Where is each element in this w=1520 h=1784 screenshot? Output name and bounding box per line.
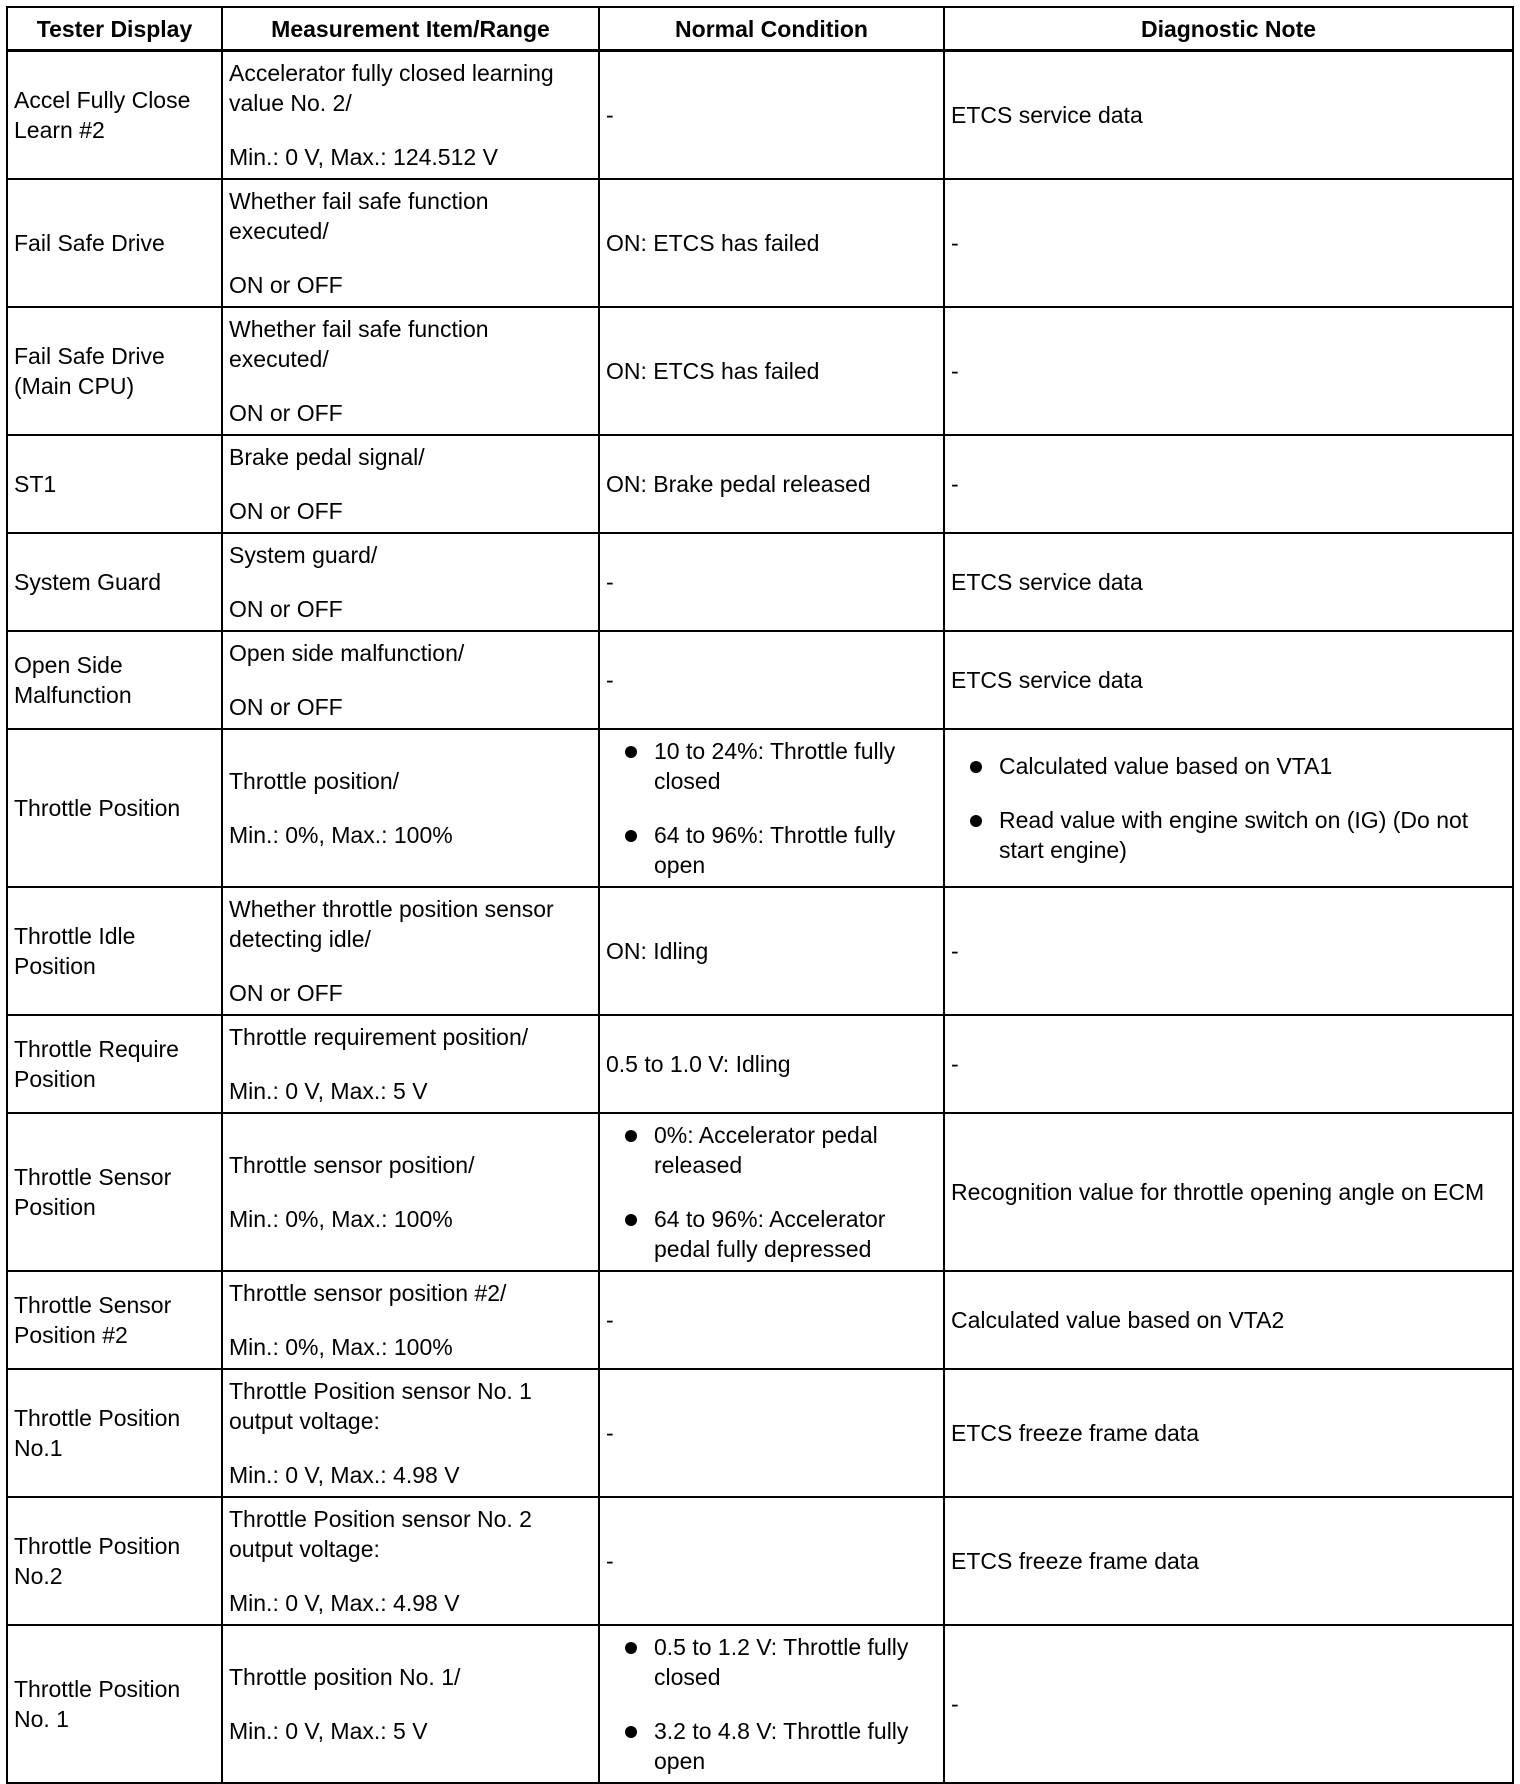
tester-display-cell	[7, 1271, 222, 1369]
diagnostic-note-text: ETCS service data	[951, 568, 1143, 595]
tester-display-line: Throttle Idle	[14, 922, 136, 949]
diagnostic-note-cell	[944, 729, 1513, 887]
diagnostic-note-cell	[944, 1271, 1513, 1369]
table-row	[7, 1497, 1513, 1625]
normal-condition-cell	[599, 307, 944, 435]
normal-condition-text: ON: ETCS has failed	[606, 357, 820, 384]
diagnostic-note-text: -	[951, 470, 959, 497]
normal-condition-cell	[599, 729, 944, 887]
tester-display-cell	[7, 729, 222, 887]
measurement-range: Min.: 0%, Max.: 100%	[229, 1333, 453, 1360]
tester-display-cell	[7, 1625, 222, 1783]
measurement-range: ON or OFF	[229, 693, 343, 720]
measurement-range: Min.: 0 V, Max.: 5 V	[229, 1717, 428, 1744]
tester-display-line: No. 1	[14, 1705, 69, 1732]
diagnostic-note-cell	[944, 533, 1513, 631]
normal-condition-text: ON: Brake pedal released	[606, 470, 871, 497]
header-tester-display: Tester Display	[7, 7, 222, 51]
normal-condition-text: -	[606, 1306, 614, 1333]
normal-condition-cell	[599, 533, 944, 631]
normal-condition-text: -	[606, 568, 614, 595]
measurement-item: Throttle sensor position/	[229, 1151, 475, 1178]
table-row	[7, 729, 1513, 887]
normal-condition-cell	[599, 631, 944, 729]
normal-condition-cell	[599, 435, 944, 533]
measurement-cell	[222, 887, 599, 1015]
tester-display-cell	[7, 1015, 222, 1113]
diagnostic-note-cell	[944, 631, 1513, 729]
normal-condition-text: -	[606, 666, 614, 693]
tester-display-line: Position	[14, 952, 96, 979]
measurement-range: Min.: 0%, Max.: 100%	[229, 821, 453, 848]
diagnostic-note-cell	[944, 887, 1513, 1015]
diagnostic-note-text: -	[951, 1690, 959, 1717]
measurement-item: Throttle position No. 1/	[229, 1663, 461, 1690]
measurement-cell	[222, 51, 599, 179]
tester-display-cell	[7, 179, 222, 307]
table-row	[7, 307, 1513, 435]
tester-display-line: Throttle Sensor	[14, 1163, 172, 1190]
normal-condition-bullet: 0%: Accelerator pedal released	[606, 1120, 937, 1180]
tester-display-line: Throttle Position	[14, 1675, 181, 1702]
table-row	[7, 887, 1513, 1015]
tester-display-cell	[7, 1497, 222, 1625]
diagnostic-note-cell	[944, 307, 1513, 435]
measurement-range: Min.: 0 V, Max.: 124.512 V	[229, 143, 498, 170]
tester-display-line: Throttle Position	[14, 1404, 181, 1431]
normal-condition-text: -	[606, 1419, 614, 1446]
diagnostic-note-cell	[944, 1015, 1513, 1113]
normal-condition-list	[606, 1632, 937, 1776]
diagnostic-note-text: -	[951, 1050, 959, 1077]
measurement-item: Throttle position/	[229, 767, 400, 794]
normal-condition-cell	[599, 51, 944, 179]
normal-condition-cell	[599, 887, 944, 1015]
measurement-cell	[222, 1497, 599, 1625]
measurement-cell	[222, 1271, 599, 1369]
normal-condition-cell	[599, 1015, 944, 1113]
header-measurement-item: Measurement Item/Range	[222, 7, 599, 51]
header-diagnostic-note: Diagnostic Note	[944, 7, 1513, 51]
tester-display-line: Throttle Position	[14, 1532, 181, 1559]
data-list-table	[6, 6, 1514, 1784]
tester-display-line: Throttle Require	[14, 1035, 179, 1062]
diagnostic-note-cell	[944, 1625, 1513, 1783]
diagnostic-note-text: Calculated value based on VTA2	[951, 1306, 1285, 1333]
tester-display-line: Fail Safe Drive	[14, 229, 165, 256]
diagnostic-note-bullet: Calculated value based on VTA1	[951, 751, 1506, 781]
tester-display-cell	[7, 887, 222, 1015]
normal-condition-cell	[599, 1497, 944, 1625]
measurement-cell	[222, 1015, 599, 1113]
normal-condition-bullet: 64 to 96%: Accelerator pedal fully depressed	[606, 1204, 937, 1264]
header-row	[7, 7, 1513, 51]
normal-condition-text: 0.5 to 1.0 V: Idling	[606, 1050, 791, 1077]
normal-condition-cell	[599, 1113, 944, 1271]
tester-display-cell	[7, 435, 222, 533]
tester-display-line: ST1	[14, 470, 57, 497]
measurement-cell	[222, 435, 599, 533]
diagnostic-note-cell	[944, 1113, 1513, 1271]
diagnostic-note-text: ETCS service data	[951, 101, 1143, 128]
measurement-range: Min.: 0 V, Max.: 4.98 V	[229, 1589, 460, 1616]
tester-display-line: Position #2	[14, 1321, 128, 1348]
diagnostic-note-cell	[944, 1369, 1513, 1497]
measurement-cell	[222, 729, 599, 887]
table-row	[7, 1015, 1513, 1113]
tester-display-line: Learn #2	[14, 116, 105, 143]
header-normal-condition: Normal Condition	[599, 7, 944, 51]
measurement-cell	[222, 1113, 599, 1271]
tester-display-line: Position	[14, 1193, 96, 1220]
table-row	[7, 1625, 1513, 1783]
tester-display-line: System Guard	[14, 568, 161, 595]
diagnostic-note-text: -	[951, 229, 959, 256]
measurement-cell	[222, 1369, 599, 1497]
tester-display-line: Throttle Position	[14, 794, 181, 821]
diagnostic-note-cell	[944, 179, 1513, 307]
table-row	[7, 179, 1513, 307]
tester-display-line: No.1	[14, 1434, 63, 1461]
table-row	[7, 533, 1513, 631]
measurement-item: Whether fail safe function executed/	[229, 315, 489, 372]
tester-display-line: Malfunction	[14, 681, 132, 708]
measurement-item: Throttle requirement position/	[229, 1023, 529, 1050]
normal-condition-cell	[599, 1625, 944, 1783]
tester-display-line: Throttle Sensor	[14, 1291, 172, 1318]
table-row	[7, 51, 1513, 179]
measurement-item: Open side malfunction/	[229, 639, 465, 666]
normal-condition-text: ON: Idling	[606, 937, 709, 964]
measurement-range: Min.: 0 V, Max.: 4.98 V	[229, 1461, 460, 1488]
measurement-item: Whether throttle position sensor detecting idle/	[229, 895, 554, 952]
tester-display-cell	[7, 51, 222, 179]
tester-display-line: Position	[14, 1065, 96, 1092]
measurement-range: ON or OFF	[229, 979, 343, 1006]
normal-condition-cell	[599, 179, 944, 307]
diagnostic-note-list	[951, 751, 1506, 865]
normal-condition-text: ON: ETCS has failed	[606, 229, 820, 256]
table-row	[7, 1113, 1513, 1271]
tester-display-cell	[7, 1113, 222, 1271]
tester-display-line: Open Side	[14, 651, 123, 678]
measurement-range: ON or OFF	[229, 595, 343, 622]
measurement-cell	[222, 1625, 599, 1783]
diagnostic-note-text: -	[951, 937, 959, 964]
tester-display-cell	[7, 307, 222, 435]
measurement-cell	[222, 179, 599, 307]
measurement-cell	[222, 307, 599, 435]
diagnostic-note-cell	[944, 1497, 1513, 1625]
table-row	[7, 631, 1513, 729]
normal-condition-list	[606, 1120, 937, 1264]
normal-condition-bullet: 10 to 24%: Throttle fully closed	[606, 736, 937, 796]
tester-display-line: No.2	[14, 1562, 63, 1589]
diagnostic-note-text: Recognition value for throttle opening angle on ECM	[951, 1178, 1485, 1205]
measurement-item: Throttle sensor position #2/	[229, 1279, 507, 1306]
diagnostic-note-bullet: Read value with engine switch on (IG) (Do not start engine)	[951, 805, 1506, 865]
diagnostic-note-text: ETCS freeze frame data	[951, 1547, 1199, 1574]
tester-display-cell	[7, 631, 222, 729]
measurement-item: Throttle Position sensor No. 1 output voltage:	[229, 1377, 532, 1434]
measurement-cell	[222, 631, 599, 729]
diagnostic-note-cell	[944, 435, 1513, 533]
measurement-range: ON or OFF	[229, 271, 343, 298]
tester-display-line: (Main CPU)	[14, 372, 135, 399]
diagnostic-note-text: ETCS freeze frame data	[951, 1419, 1199, 1446]
tester-display-line: Fail Safe Drive	[14, 342, 165, 369]
measurement-cell	[222, 533, 599, 631]
normal-condition-bullet: 64 to 96%: Throttle fully open	[606, 820, 937, 880]
measurement-item: Brake pedal signal/	[229, 443, 425, 470]
normal-condition-text: -	[606, 101, 614, 128]
table-row	[7, 1369, 1513, 1497]
table-row	[7, 435, 1513, 533]
normal-condition-bullet: 3.2 to 4.8 V: Throttle fully open	[606, 1716, 937, 1776]
normal-condition-cell	[599, 1369, 944, 1497]
diagnostic-note-cell	[944, 51, 1513, 179]
tester-display-line: Accel Fully Close	[14, 86, 191, 113]
normal-condition-list	[606, 736, 937, 880]
normal-condition-cell	[599, 1271, 944, 1369]
tester-display-cell	[7, 1369, 222, 1497]
tester-display-cell	[7, 533, 222, 631]
normal-condition-text: -	[606, 1547, 614, 1574]
measurement-item: Throttle Position sensor No. 2 output voltage:	[229, 1505, 532, 1562]
measurement-item: System guard/	[229, 541, 378, 568]
measurement-item: Whether fail safe function executed/	[229, 187, 489, 244]
measurement-range: Min.: 0%, Max.: 100%	[229, 1205, 453, 1232]
measurement-range: ON or OFF	[229, 399, 343, 426]
normal-condition-bullet: 0.5 to 1.2 V: Throttle fully closed	[606, 1632, 937, 1692]
table-row	[7, 1271, 1513, 1369]
diagnostic-note-text: -	[951, 357, 959, 384]
measurement-range: Min.: 0 V, Max.: 5 V	[229, 1077, 428, 1104]
diagnostic-note-text: ETCS service data	[951, 666, 1143, 693]
measurement-range: ON or OFF	[229, 497, 343, 524]
measurement-item: Accelerator fully closed learning value No. 2/	[229, 59, 554, 116]
